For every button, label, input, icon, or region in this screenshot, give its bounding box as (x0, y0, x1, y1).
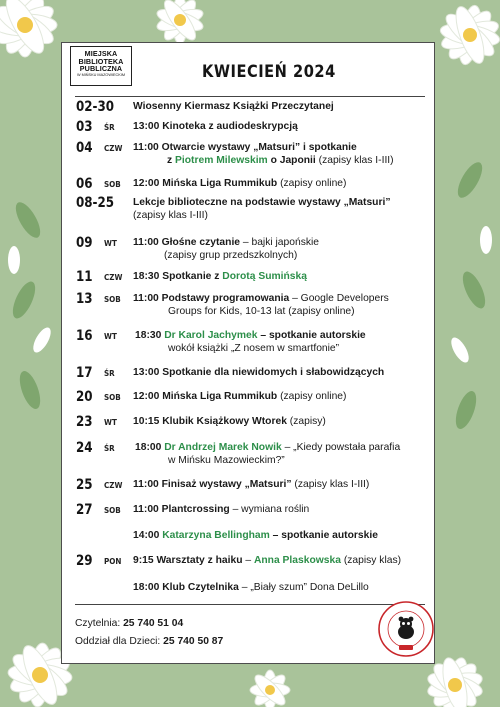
event-text: – spotkanie autorskie (269, 530, 378, 541)
event-date: 23 (76, 414, 93, 430)
event-guest-name: Dr Andrzej Marek Nowik (164, 442, 282, 453)
event-text: 10:15 Klubik Książkowy Wtorek (133, 416, 287, 427)
event-description (133, 293, 389, 318)
event-line (133, 391, 346, 404)
event-line (133, 155, 394, 168)
event-text: 12:00 Mińska Liga Rummikub (133, 178, 278, 189)
event-description (133, 530, 378, 543)
event-line (135, 455, 400, 468)
event-text: 11:00 Głośne czytanie (133, 237, 241, 248)
logo-line: MIEJSKA (84, 49, 118, 58)
event-line (133, 142, 394, 155)
event-text: 11:00 Otwarcie wystawy „Matsuri” i spotkanie (133, 142, 357, 153)
event-weekday: ŚR (104, 369, 115, 378)
event-date: 25 (76, 477, 93, 493)
event-date: 04 (76, 140, 93, 156)
contact-label: Czytelnia: (75, 618, 124, 629)
event-text: 11:00 Plantcrossing (133, 504, 230, 515)
event-text: 18:30 (135, 330, 165, 341)
event-description (133, 391, 346, 404)
event-text: – spotkanie autorskie (257, 330, 366, 341)
event-text: (zapisy grup przedszkolnych) (164, 249, 298, 261)
event-weekday: CZW (104, 144, 123, 153)
event-weekday: ŚR (104, 123, 115, 132)
event-text: (zapisy klas) (340, 555, 402, 566)
leaf-decoration-left (0, 180, 60, 440)
event-text: 18:00 Klub Czytelnika (133, 582, 239, 593)
event-text: (zapisy klas I-III) (315, 154, 394, 166)
event-line (133, 197, 391, 210)
event-weekday: SOB (104, 393, 121, 402)
event-text: (zapisy klas I-III) (291, 479, 370, 490)
library-anniversary-seal (377, 600, 435, 658)
event-line (133, 367, 384, 380)
event-description (133, 582, 369, 595)
event-text: 18:30 Spotkanie z (133, 271, 223, 282)
event-line (133, 416, 326, 429)
event-weekday: PON (104, 557, 122, 566)
event-text: z (167, 154, 176, 166)
event-date: 03 (76, 119, 93, 135)
event-line (133, 293, 389, 306)
event-description (133, 555, 401, 568)
logo-line: PUBLICZNA (79, 64, 123, 73)
event-line (133, 178, 346, 191)
event-weekday: WT (104, 418, 117, 427)
event-weekday: SOB (104, 506, 121, 515)
event-text: (zapisy online) (277, 178, 347, 189)
event-text: Wiosenny Kiermasz Książki Przeczytanej (133, 101, 334, 112)
logo-subline: W MIŃSKU MAZOWIECKIM (76, 72, 126, 77)
event-line (135, 343, 366, 356)
event-text: w Mińsku Mazowieckim?” (168, 454, 285, 466)
event-line (133, 121, 298, 134)
event-guest-name: Piotrem Milewskim (175, 154, 268, 166)
header-divider (75, 96, 425, 97)
event-description (133, 367, 384, 380)
event-text: 11:00 Finisaż wystawy „Matsuri” (133, 479, 292, 490)
event-description (133, 504, 309, 517)
event-text: 11:00 Podstawy programowania (133, 293, 290, 304)
event-line (133, 306, 389, 319)
event-date: 27 (76, 502, 93, 518)
event-text: – Google Developers (289, 293, 389, 304)
event-guest-name: Anna Plaskowska (253, 555, 341, 566)
event-weekday: CZW (104, 273, 123, 282)
event-description (135, 442, 400, 467)
event-line (133, 555, 401, 568)
event-text: – bajki japońskie (240, 237, 320, 248)
event-line (133, 101, 334, 114)
event-weekday: SOB (104, 295, 121, 304)
event-text: 18:00 (135, 442, 165, 453)
leaf-decoration-right (440, 150, 500, 470)
event-description (133, 121, 298, 134)
event-weekday: SOB (104, 180, 121, 189)
event-text: 14:00 (133, 530, 163, 541)
library-logo (70, 46, 132, 86)
event-text: (zapisy) (286, 416, 326, 427)
event-description (133, 101, 334, 114)
event-description (135, 330, 366, 355)
event-description (133, 271, 307, 284)
event-date: 20 (76, 389, 93, 405)
event-text: – „Kiedy powstała parafia (281, 442, 401, 453)
event-description (133, 237, 319, 262)
contact-reading-room (75, 618, 183, 629)
contact-label: Oddział dla Dzieci: (75, 636, 164, 647)
event-line (133, 530, 378, 543)
page-title: KWIECIEŃ 2024 (202, 62, 336, 82)
event-line (133, 582, 369, 595)
event-description (133, 479, 369, 492)
event-description (133, 197, 391, 222)
contact-phone: 25 740 50 87 (163, 636, 224, 647)
event-text: (zapisy klas I-III) (133, 209, 208, 221)
event-weekday: WT (104, 239, 117, 248)
event-description (133, 416, 326, 429)
event-weekday: ŚR (104, 444, 115, 453)
event-date: 17 (76, 365, 93, 381)
event-date: 16 (76, 328, 93, 344)
event-weekday: WT (104, 332, 117, 341)
event-date: 11 (76, 269, 93, 285)
event-guest-name: Dr Karol Jachymek (164, 330, 258, 341)
logo-line: BIBLIOTEKA (78, 56, 124, 66)
event-text: 13:00 Kinoteka z audiodeskrypcją (133, 121, 298, 132)
event-date: 02-30 (76, 99, 115, 115)
event-description (133, 142, 394, 167)
event-line (133, 479, 369, 492)
event-date: 09 (76, 235, 93, 251)
event-line (133, 271, 307, 284)
event-text: 12:00 Mińska Liga Rummikub (133, 391, 278, 402)
event-text: – wymiana roślin (229, 504, 310, 515)
event-text: – „Biały szum” Dona DeLillo (238, 582, 369, 593)
event-weekday: CZW (104, 481, 123, 490)
event-date: 13 (76, 291, 93, 307)
event-text: 9:15 Warsztaty z haiku (133, 555, 243, 566)
event-text: wokół książki „Z nosem w smartfonie” (168, 342, 340, 354)
event-date: 24 (76, 440, 93, 456)
footer-divider (75, 604, 425, 605)
event-text: Lekcje biblioteczne na podstawie wystawy „Matsuri” (133, 197, 391, 208)
event-description (133, 178, 346, 191)
event-line (135, 442, 400, 455)
event-date: 06 (76, 176, 93, 192)
event-date: 08-25 (76, 195, 115, 211)
contact-children-dept (75, 636, 223, 647)
event-line (133, 250, 319, 263)
event-text: 13:00 Spotkanie dla niewidomych i słabowidzących (133, 367, 385, 378)
event-guest-name: Katarzyna Bellingham (162, 530, 270, 541)
event-line (133, 210, 391, 223)
event-line (133, 237, 319, 250)
contact-phone: 25 740 51 04 (123, 618, 184, 629)
event-text: – (242, 555, 254, 566)
event-text: (zapisy online) (277, 391, 347, 402)
event-text: Groups for Kids, 10-13 lat (zapisy online) (168, 305, 355, 317)
event-text: o Japonii (267, 154, 316, 166)
flower-decoration-bottom-center (230, 665, 310, 707)
event-line (135, 330, 366, 343)
event-line (133, 504, 309, 517)
event-guest-name: Dorotą Sumińską (222, 271, 307, 282)
event-date: 29 (76, 553, 93, 569)
